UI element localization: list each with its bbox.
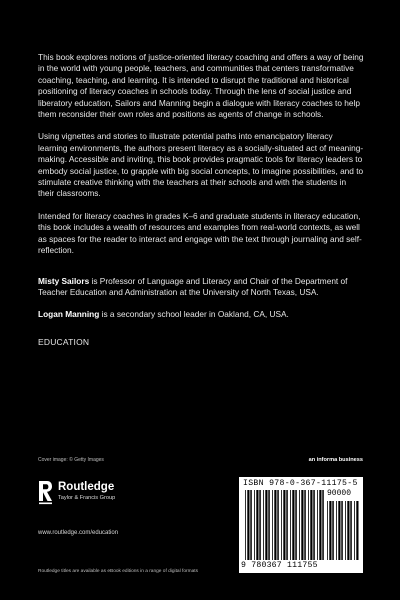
barcode-bar — [336, 501, 337, 560]
barcode-bar — [299, 490, 300, 560]
ean-number: 9 780367 111755 — [241, 561, 318, 570]
barcode-bar — [338, 501, 340, 560]
barcode-bar — [274, 490, 276, 560]
back-cover-text — [38, 52, 364, 348]
author-bio-text: is a secondary school leader in Oakland, CA, USA. — [99, 309, 289, 320]
barcode-bar — [245, 490, 246, 560]
barcode-bar — [259, 490, 261, 560]
barcode-bar — [256, 490, 258, 560]
author-name: Logan Manning — [38, 309, 100, 320]
barcode-bar — [247, 490, 249, 560]
description-paragraph: This book explores notions of justice-oriented literacy coaching and offers a way of being in the world with young people, teachers, and communities that centers transformative coaching, teaching, and learning. It is intended to disrupt the traditional and historical positioning of literacy coaches in schools today. Through the lens of social justice and liberatory education, Sailors and Manning begin a dialogue with literacy coaches to help them reconsider their own roles and positions as agents of change in schools. — [38, 52, 364, 120]
barcode-bar — [286, 490, 288, 560]
publisher-name: Routledge — [58, 481, 115, 493]
price-code: 90000 — [327, 489, 352, 498]
isbn-label: ISBN 978-0-367-11175-5 — [243, 479, 358, 488]
description-paragraph: Intended for literacy coaches in grades K–6 and graduate students in literacy education, this book includes a wealth of resources and examples from real-world contexts, as well as spaces for the reader to interact and engage with the text through journaling and self-reflection. — [38, 210, 362, 256]
routledge-r-icon — [36, 479, 54, 505]
addon-barcode-bars — [327, 501, 359, 560]
barcode-bar — [332, 501, 334, 560]
barcode-bar — [347, 501, 349, 560]
barcode-bar — [327, 501, 328, 560]
barcode-bar — [304, 490, 306, 560]
barcode-bar — [354, 501, 355, 560]
barcode-bar — [308, 490, 309, 560]
barcode-bar — [295, 490, 297, 560]
ebook-note: Routledge titles are available as eBook editions in a range of digital formats — [38, 569, 198, 574]
barcode-bar — [265, 490, 267, 560]
barcode-bar — [292, 490, 294, 560]
description-paragraph: Using vignettes and stories to illustrate potential paths into emancipatory literacy learning environments, the authors present literacy as a socially-situated act of meaning-making. Accessible and inviting, this book provides pragmatic tools for literacy leaders to embody social justice, to grapple with big social concepts, to imagine possibilities, and to stimulate creative thinking with the teachers at their schools and with the students in their classrooms. — [38, 131, 364, 199]
ean-barcode-bars — [245, 490, 325, 560]
barcode-bar — [313, 490, 315, 560]
barcode-bar — [319, 490, 321, 560]
subject-category: EDUCATION — [38, 336, 90, 347]
barcode-bar — [345, 501, 346, 560]
informa-label: an informa business — [308, 457, 363, 463]
cover-credit: Cover image: © Getty Images — [38, 457, 104, 463]
barcode-bar — [310, 490, 312, 560]
author-bio — [38, 309, 364, 320]
barcode-bar — [341, 501, 343, 560]
publisher-logo — [36, 479, 176, 509]
barcode-bar — [283, 490, 285, 560]
author-bio-text: is Professor of Language and Literacy and Chair of the Department of Teacher Education and Administration at the University of North Texas, USA. — [38, 275, 348, 297]
author-bio — [38, 276, 364, 299]
barcode-bar — [329, 501, 331, 560]
barcode-bar — [263, 490, 264, 560]
barcode-bar — [301, 490, 303, 560]
barcode-bar — [322, 490, 324, 560]
publisher-group: Taylor & Francis Group — [58, 495, 116, 501]
barcode-bar — [356, 501, 358, 560]
barcode-bar — [277, 490, 279, 560]
barcode-bar — [250, 490, 252, 560]
author-name: Misty Sailors — [38, 275, 90, 286]
barcode-bar — [350, 501, 352, 560]
barcode-bar — [268, 490, 270, 560]
barcode-bar — [317, 490, 318, 560]
barcode-bar — [281, 490, 282, 560]
barcode-bar — [290, 490, 291, 560]
barcode-bar — [254, 490, 255, 560]
publisher-website[interactable]: www.routledge.com/education — [38, 530, 119, 536]
isbn-barcode — [239, 477, 363, 573]
barcode-bar — [272, 490, 273, 560]
